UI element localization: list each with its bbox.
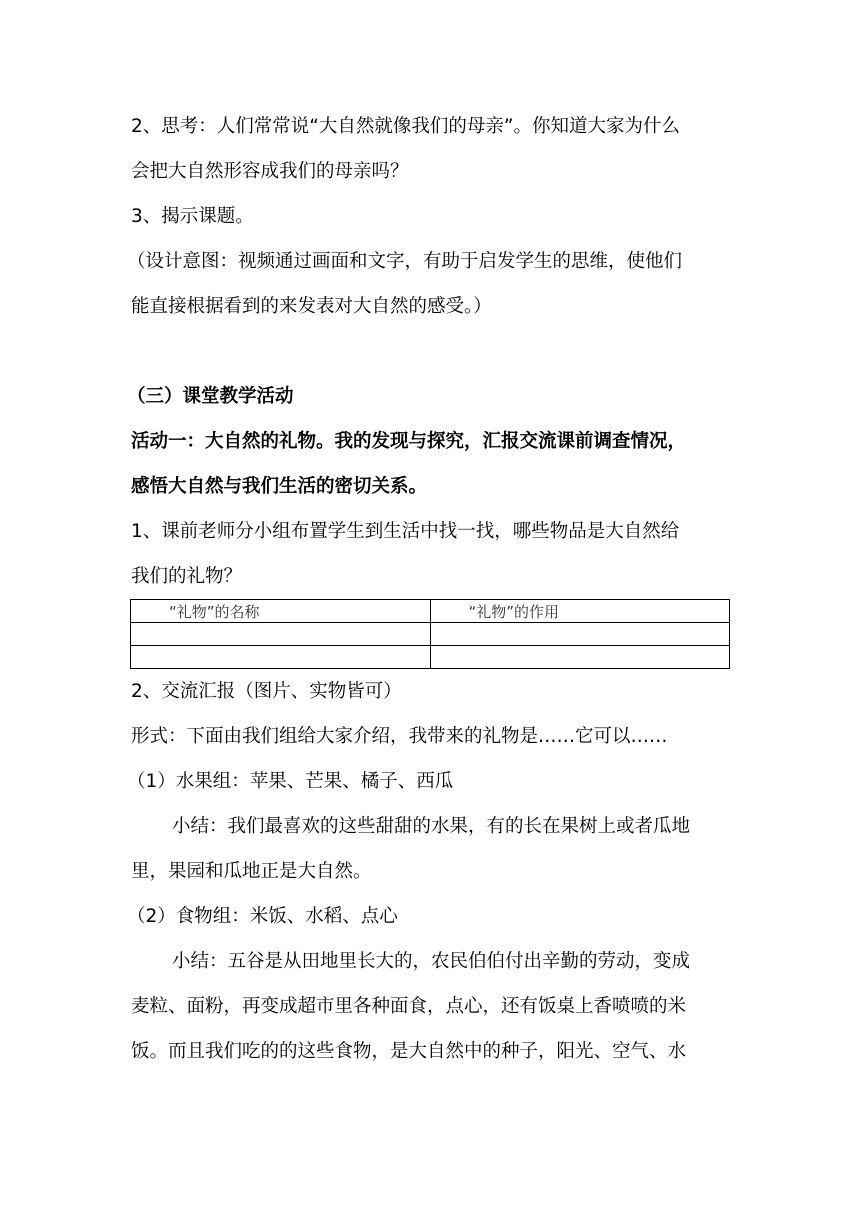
paragraph-food-summary-line1: 小结：五谷是从田地里长大的，农民伯伯付出辛勤的劳动，变成 [172, 951, 691, 972]
paragraph-task-line2: 我们的礼物？ [131, 566, 243, 587]
section-heading: （三）课堂教学活动 [127, 386, 294, 407]
table-cell [131, 646, 431, 669]
table-header-row [131, 600, 730, 623]
gift-table [130, 599, 730, 669]
paragraph-think-line2: 会把大自然形容成我们的母亲吗？ [131, 161, 409, 182]
paragraph-report: 2、交流汇报（图片、实物皆可） [131, 681, 402, 702]
paragraph-format: 形式：下面由我们组给大家介绍，我带来的礼物是……它可以…… [131, 726, 668, 747]
table-row [131, 623, 730, 646]
activity-heading-line1: 活动一：大自然的礼物。我的发现与探究，汇报交流课前调查情况， [131, 431, 687, 452]
activity-heading-line2: 感悟大自然与我们生活的密切关系。 [131, 476, 428, 497]
table-header-cell-name: “礼物”的名称 [131, 600, 431, 623]
table-cell [430, 623, 730, 646]
paragraph-fruit-summary-line2: 里，果园和瓜地正是大自然。 [131, 861, 372, 882]
paragraph-design-intent-line2: 能直接根据看到的来发表对大自然的感受。） [131, 296, 492, 317]
paragraph-food-group: （2）食物组：米饭、水稻、点心 [127, 906, 398, 927]
table-cell [131, 623, 431, 646]
table-row [131, 646, 730, 669]
paragraph-food-summary-line2: 麦粒、面粉，再变成超市里各种面食，点心，还有饭桌上香喷喷的米 [131, 996, 687, 1017]
paragraph-fruit-group: （1）水果组：苹果、芒果、橘子、西瓜 [127, 771, 454, 792]
paragraph-fruit-summary-line1: 小结：我们最喜欢的这些甜甜的水果，有的长在果树上或者瓜地 [172, 816, 691, 837]
paragraph-food-summary-line3: 饭。而且我们吃的的这些食物，是大自然中的种子，阳光、空气、水 [131, 1041, 687, 1062]
table-header-cell-purpose: “礼物”的作用 [430, 600, 730, 623]
paragraph-design-intent-line1: （设计意图：视频通过画面和文字，有助于启发学生的思维，使他们 [127, 251, 683, 272]
paragraph-reveal-topic: 3、揭示课题。 [131, 206, 254, 227]
paragraph-think-line1: 2、思考：人们常常说“大自然就像我们的母亲”。你知道大家为什么 [131, 116, 680, 137]
paragraph-task-line1: 1、课前老师分小组布置学生到生活中找一找，哪些物品是大自然给 [131, 521, 680, 542]
table-cell [430, 646, 730, 669]
